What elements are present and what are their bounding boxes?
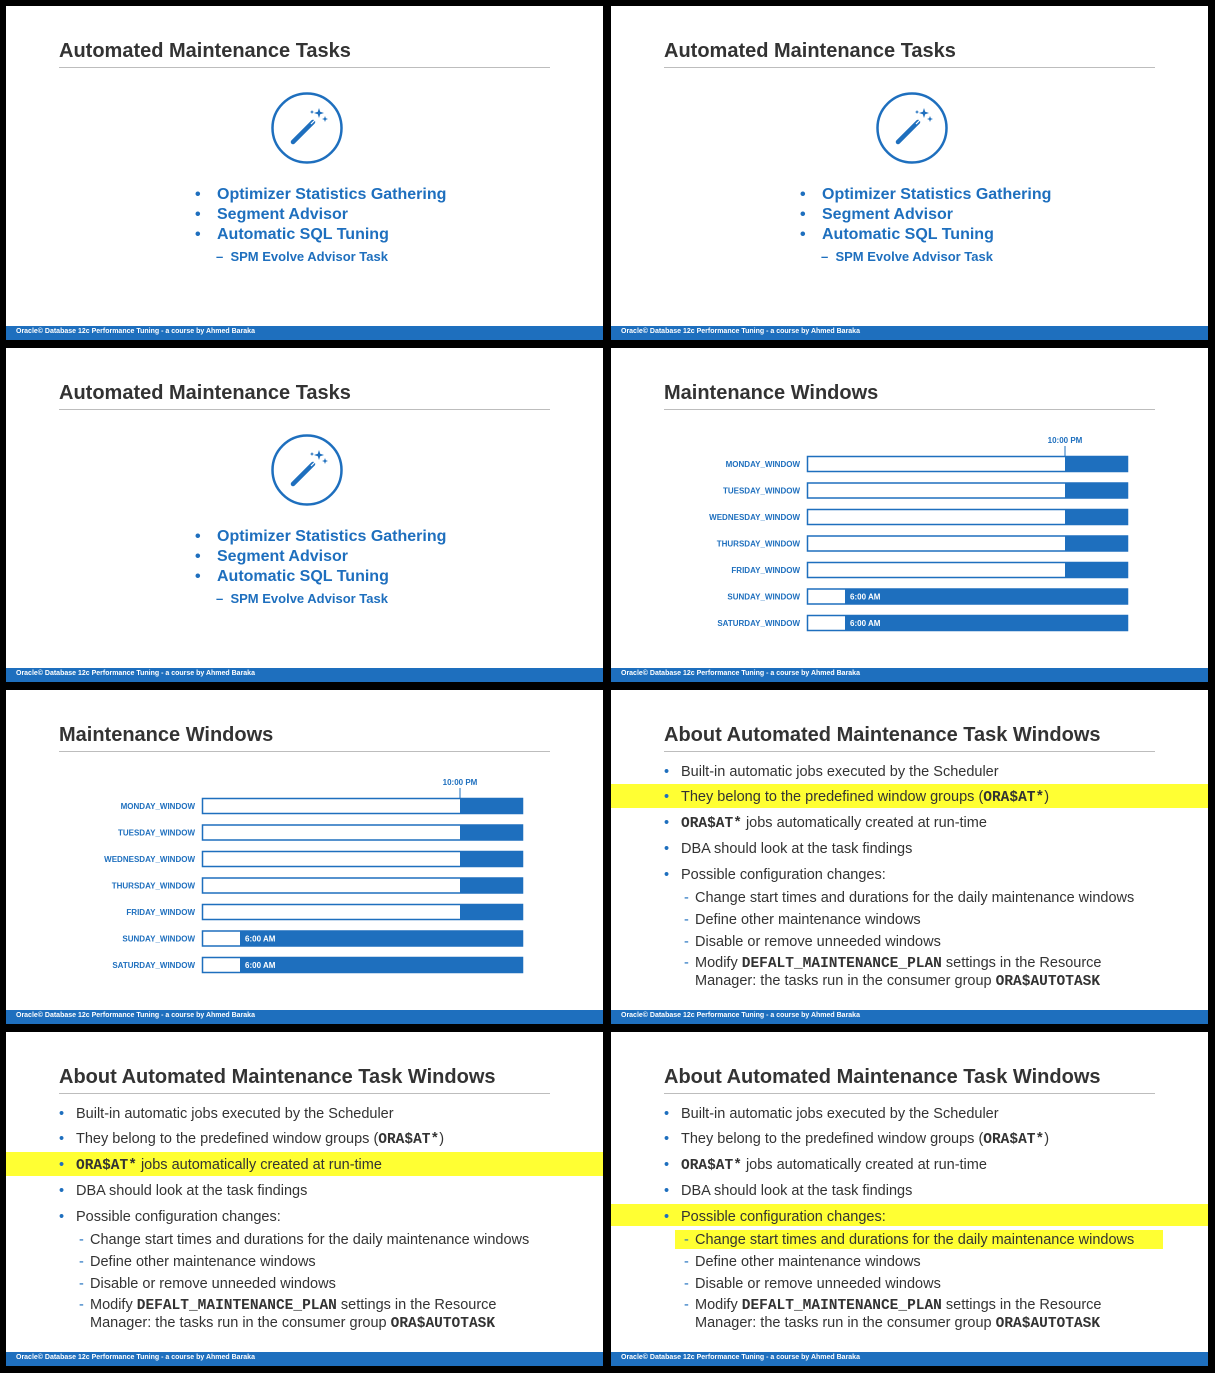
task-label: Segment Advisor — [217, 548, 348, 565]
list-item — [796, 225, 1051, 245]
window-row — [717, 615, 1128, 631]
item-text: Define other maintenance windows — [695, 1254, 921, 1270]
sub-marker: - — [79, 1276, 84, 1292]
bullet-marker: • — [59, 1106, 65, 1122]
item-text: They belong to the predefined window groups (ORA$AT*) — [76, 1131, 445, 1148]
window-row — [126, 904, 523, 920]
list-item — [191, 527, 446, 547]
window-open-period — [845, 589, 1128, 605]
sub-item-label: SPM Evolve Advisor Task — [230, 249, 388, 264]
item-text: ORA$AT* jobs automatically created at run-time — [76, 1157, 382, 1174]
maintenance-windows-chart — [6, 690, 603, 1024]
slide-footer — [611, 326, 1208, 340]
bullet-marker: • — [59, 1157, 65, 1173]
item-text: Built-in automatic jobs executed by the Scheduler — [76, 1106, 394, 1122]
item-text: DBA should look at the task findings — [76, 1183, 308, 1199]
bullet-marker: • — [800, 186, 806, 203]
slide-footer — [611, 668, 1208, 682]
slide-about-task-windows — [6, 1032, 603, 1366]
window-name: MONDAY_WINDOW — [120, 802, 195, 811]
item-text: Define other maintenance windows — [695, 912, 921, 928]
bullet-marker: • — [59, 1209, 65, 1225]
start-time-label: 6:00 AM — [245, 934, 276, 944]
start-time-label: 6:00 AM — [850, 619, 881, 628]
window-open-period — [240, 931, 523, 947]
slide-title: Automated Maintenance Tasks — [664, 40, 956, 62]
slide-footer — [6, 326, 603, 340]
slide-maintenance-windows — [6, 690, 603, 1024]
sub-marker: - — [79, 1232, 84, 1248]
window-open-period — [1065, 562, 1128, 578]
window-open-period — [460, 878, 523, 894]
sub-item-label: SPM Evolve Advisor Task — [835, 249, 993, 264]
window-name: FRIDAY_WINDOW — [731, 566, 800, 575]
item-text: Define other maintenance windows — [90, 1254, 316, 1270]
sub-marker: - — [684, 1276, 689, 1292]
item-text: Possible configuration changes: — [76, 1209, 281, 1225]
slide-automated-maintenance-tasks — [6, 348, 603, 682]
item-text: Change start times and durations for the daily maintenance windows — [695, 1232, 1135, 1248]
slide-automated-maintenance-tasks — [6, 6, 603, 340]
sub-marker: - — [684, 1232, 689, 1248]
slide-title: Maintenance Windows — [664, 382, 879, 404]
footer-text: Oracle© Database 12c Performance Tuning - a course by Ahmed Baraka — [16, 1012, 255, 1019]
sub-marker: - — [684, 1254, 689, 1270]
item-text: Change start times and durations for the daily maintenance windows — [90, 1232, 530, 1248]
window-open-period — [240, 957, 523, 973]
sub-list-item — [216, 591, 388, 606]
window-row — [118, 825, 523, 841]
bullet-marker: • — [195, 548, 201, 565]
window-open-period — [1065, 509, 1128, 525]
window-name: FRIDAY_WINDOW — [126, 908, 195, 917]
list-item — [191, 567, 446, 587]
list-item — [191, 205, 446, 225]
task-list — [796, 185, 1051, 245]
start-time-label: 6:00 AM — [850, 592, 881, 602]
slide-footer — [6, 1352, 603, 1366]
title-divider — [59, 1093, 550, 1094]
window-name: SATURDAY_WINDOW — [717, 619, 800, 628]
item-text: DBA should look at the task findings — [681, 1183, 913, 1199]
task-label: Optimizer Statistics Gathering — [217, 528, 447, 545]
title-divider — [59, 67, 550, 68]
bullet-marker: • — [664, 815, 670, 831]
code-text: DEFALT_MAINTENANCE_PLAN — [741, 1298, 942, 1314]
list-item — [796, 185, 1051, 205]
title-divider — [59, 409, 550, 410]
slide-title: Automated Maintenance Tasks — [59, 40, 351, 62]
magic-wand-icon — [876, 92, 948, 164]
slide-title: Automated Maintenance Tasks — [59, 382, 351, 404]
item-text: They belong to the predefined window groups (ORA$AT*) — [681, 1131, 1050, 1148]
bullet-marker: • — [59, 1131, 65, 1147]
task-label: Optimizer Statistics Gathering — [217, 186, 447, 203]
item-text: Disable or remove unneeded windows — [90, 1276, 336, 1292]
window-open-period — [460, 825, 523, 841]
item-text: Possible configuration changes: — [681, 867, 886, 883]
footer-text: Oracle© Database 12c Performance Tuning - a course by Ahmed Baraka — [16, 328, 255, 335]
maintenance-windows-chart — [611, 348, 1208, 682]
bullet-marker: • — [195, 186, 201, 203]
window-row — [122, 931, 523, 947]
list-item — [796, 205, 1051, 225]
window-row — [104, 851, 523, 867]
item-text: Built-in automatic jobs executed by the Scheduler — [681, 764, 999, 780]
slide-title: Maintenance Windows — [59, 724, 274, 746]
window-name: THURSDAY_WINDOW — [111, 881, 195, 891]
window-name: WEDNESDAY_WINDOW — [709, 513, 800, 522]
bullet-marker: • — [195, 528, 201, 545]
window-rows — [709, 456, 1128, 631]
window-row — [717, 536, 1128, 552]
item-text: ORA$AT* jobs automatically created at run-time — [681, 815, 987, 832]
code-text: DEFALT_MAINTENANCE_PLAN — [741, 956, 942, 972]
bullet-marker: • — [664, 789, 670, 805]
window-open-period — [1065, 536, 1128, 552]
bullet-marker: • — [664, 867, 670, 883]
slide-about-task-windows — [611, 690, 1208, 1024]
slide-footer — [611, 1352, 1208, 1366]
bullet-marker: • — [195, 226, 201, 243]
item-text: Possible configuration changes: — [681, 1209, 886, 1225]
bullet-marker: • — [800, 226, 806, 243]
window-row — [731, 562, 1128, 578]
footer-text: Oracle© Database 12c Performance Tuning - a course by Ahmed Baraka — [621, 1012, 860, 1019]
magic-wand-icon — [271, 92, 343, 164]
sub-marker: - — [684, 934, 689, 950]
window-name: SATURDAY_WINDOW — [112, 961, 195, 970]
window-name: SUNDAY_WINDOW — [122, 934, 195, 944]
code-text: ORA$AT* — [681, 1158, 742, 1174]
window-name: TUESDAY_WINDOW — [722, 486, 800, 496]
task-label: Automatic SQL Tuning — [217, 226, 389, 243]
window-row — [709, 509, 1128, 525]
code-text: ORA$AT* — [983, 1132, 1045, 1148]
bullet-marker: • — [664, 764, 670, 780]
sub-list-item — [216, 249, 388, 264]
window-row — [112, 957, 523, 973]
task-list — [191, 185, 446, 245]
bullet-marker: • — [664, 1106, 670, 1122]
item-text: DBA should look at the task findings — [681, 841, 913, 857]
window-name: MONDAY_WINDOW — [725, 460, 800, 469]
bullet-marker: • — [664, 1183, 670, 1199]
code-text: ORA$AT* — [378, 1132, 440, 1148]
window-open-period — [460, 851, 523, 867]
slide-title: About Automated Maintenance Task Windows — [664, 724, 1101, 746]
code-text: ORA$AT* — [983, 790, 1045, 806]
title-divider — [664, 1093, 1155, 1094]
slide-title: About Automated Maintenance Task Windows — [59, 1066, 496, 1088]
title-divider — [664, 751, 1155, 752]
item-text: Disable or remove unneeded windows — [695, 934, 941, 950]
slide-footer — [6, 668, 603, 682]
sub-marker: - — [684, 1297, 689, 1313]
sub-marker: - — [79, 1254, 84, 1270]
task-list — [191, 527, 446, 587]
magic-wand-icon — [271, 434, 343, 506]
footer-text: Oracle© Database 12c Performance Tuning - a course by Ahmed Baraka — [16, 1354, 255, 1361]
task-label: Optimizer Statistics Gathering — [822, 186, 1052, 203]
bullet-marker: • — [59, 1183, 65, 1199]
window-row — [121, 798, 523, 814]
window-row — [727, 589, 1128, 605]
list-item — [191, 547, 446, 567]
window-open-period — [460, 904, 523, 920]
window-name: SUNDAY_WINDOW — [727, 592, 800, 602]
title-divider — [664, 67, 1155, 68]
start-time-label: 6:00 AM — [245, 961, 276, 970]
list-item — [191, 225, 446, 245]
code-text: ORA$AUTOTASK — [995, 1316, 1101, 1332]
bullet-marker: • — [664, 1209, 670, 1225]
sub-list-item — [821, 249, 993, 264]
task-label: Segment Advisor — [217, 206, 348, 223]
slide-footer — [611, 1010, 1208, 1024]
item-text: Modify DEFALT_MAINTENANCE_PLAN settings in the Resource — [695, 1297, 1102, 1314]
footer-text: Oracle© Database 12c Performance Tuning - a course by Ahmed Baraka — [621, 670, 860, 677]
task-label: Automatic SQL Tuning — [217, 568, 389, 585]
bullet-marker: • — [664, 841, 670, 857]
time-label: 10:00 PM — [1047, 436, 1083, 445]
code-text: DEFALT_MAINTENANCE_PLAN — [136, 1298, 337, 1314]
window-name: WEDNESDAY_WINDOW — [104, 855, 195, 864]
slide-about-task-windows — [611, 1032, 1208, 1366]
list-item — [191, 185, 446, 205]
window-rows — [104, 798, 523, 973]
slide-title: About Automated Maintenance Task Windows — [664, 1066, 1101, 1088]
sub-marker: – — [821, 249, 829, 264]
bullet-marker: • — [800, 206, 806, 223]
item-text: Modify DEFALT_MAINTENANCE_PLAN settings in the Resource — [695, 955, 1102, 972]
item-text: They belong to the predefined window groups (ORA$AT*) — [681, 789, 1050, 806]
code-text: ORA$AT* — [76, 1158, 137, 1174]
window-open-period — [460, 798, 523, 814]
window-open-period — [1065, 456, 1128, 472]
window-open-period — [845, 615, 1128, 631]
code-text: ORA$AUTOTASK — [995, 974, 1101, 990]
slide-footer — [6, 1010, 603, 1024]
window-name: THURSDAY_WINDOW — [716, 539, 800, 549]
slide-maintenance-windows — [611, 348, 1208, 682]
sub-marker: - — [684, 955, 689, 971]
window-row — [723, 483, 1128, 499]
item-text: Manager: the tasks run in the consumer group ORA$AUTOTASK — [695, 1315, 1101, 1332]
sub-marker: - — [79, 1297, 84, 1313]
bullet-marker: • — [664, 1131, 670, 1147]
footer-text: Oracle© Database 12c Performance Tuning - a course by Ahmed Baraka — [16, 670, 255, 677]
item-text: ORA$AT* jobs automatically created at run-time — [681, 1157, 987, 1174]
sub-item-label: SPM Evolve Advisor Task — [230, 591, 388, 606]
footer-text: Oracle© Database 12c Performance Tuning - a course by Ahmed Baraka — [621, 328, 860, 335]
item-text: Manager: the tasks run in the consumer group ORA$AUTOTASK — [695, 973, 1101, 990]
sub-marker: - — [684, 912, 689, 928]
item-text: Manager: the tasks run in the consumer group ORA$AUTOTASK — [90, 1315, 496, 1332]
sub-marker: – — [216, 249, 224, 264]
window-row — [112, 878, 523, 894]
bullet-marker: • — [195, 206, 201, 223]
window-name: TUESDAY_WINDOW — [117, 828, 195, 838]
item-text: Change start times and durations for the daily maintenance windows — [695, 890, 1135, 906]
item-text: Modify DEFALT_MAINTENANCE_PLAN settings in the Resource — [90, 1297, 497, 1314]
bullet-marker: • — [664, 1157, 670, 1173]
item-text: Disable or remove unneeded windows — [695, 1276, 941, 1292]
window-open-period — [1065, 483, 1128, 499]
footer-text: Oracle© Database 12c Performance Tuning - a course by Ahmed Baraka — [621, 1354, 860, 1361]
task-label: Automatic SQL Tuning — [822, 226, 994, 243]
code-text: ORA$AT* — [681, 816, 742, 832]
sub-marker: - — [684, 890, 689, 906]
time-label: 10:00 PM — [442, 778, 478, 787]
task-label: Segment Advisor — [822, 206, 953, 223]
item-text: Built-in automatic jobs executed by the Scheduler — [681, 1106, 999, 1122]
slide-automated-maintenance-tasks — [611, 6, 1208, 340]
code-text: ORA$AUTOTASK — [390, 1316, 496, 1332]
window-row — [726, 456, 1128, 472]
bullet-marker: • — [195, 568, 201, 585]
sub-marker: – — [216, 591, 224, 606]
